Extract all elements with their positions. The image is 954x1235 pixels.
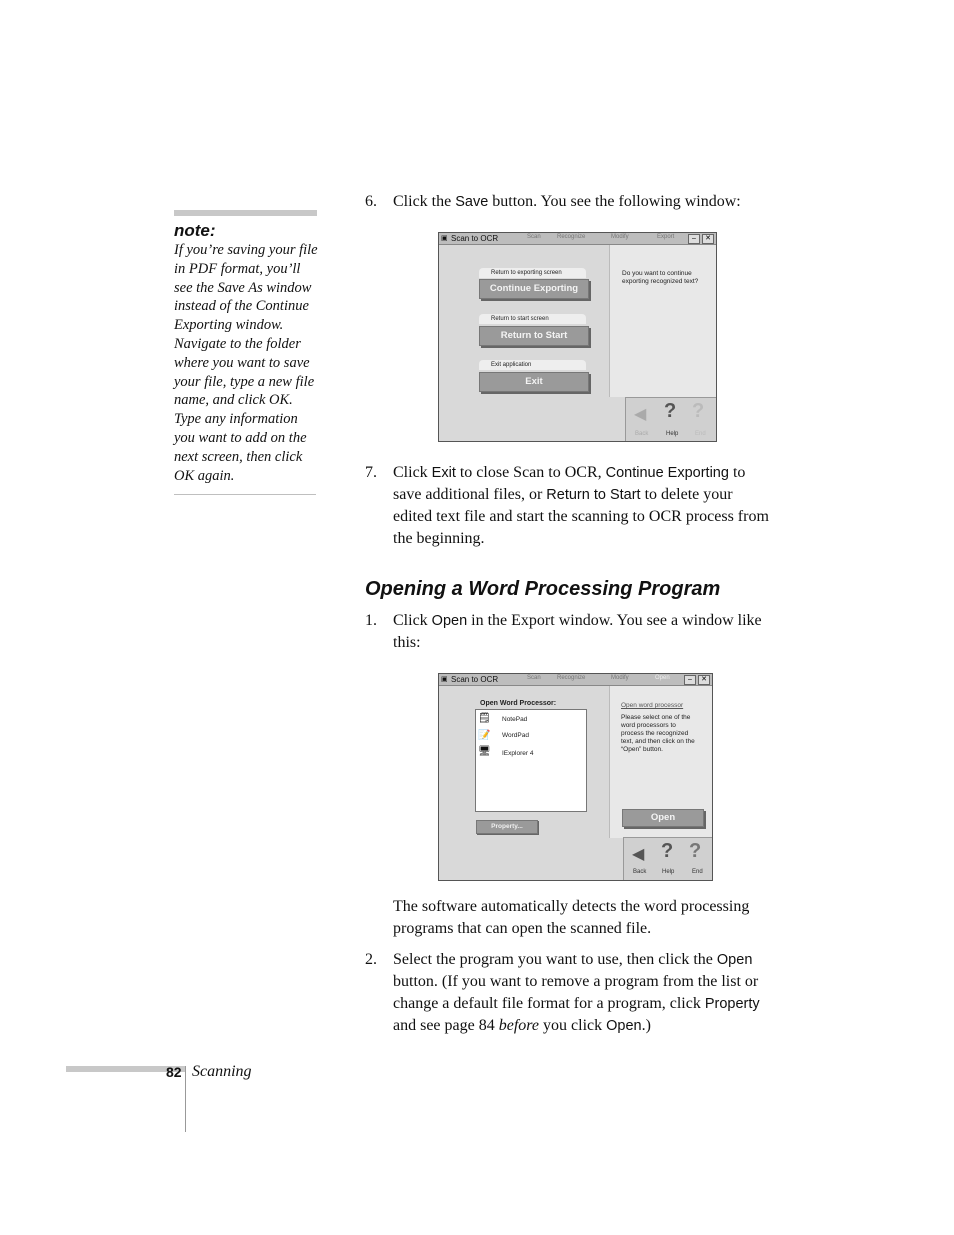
text: Select the program you want to use, then click the [393,951,717,968]
step2-line [393,993,760,1015]
note-line: Exporting window. [174,317,284,334]
nav-box [623,837,713,881]
step7-line: edited text file and start the scanning to OCR process from [393,508,769,525]
note-title: note: [174,221,216,240]
nav-back-label: Back [633,869,647,875]
ui-term: Open [716,952,753,968]
window-title: Scan to OCR [451,234,499,243]
nav-help-label: Help [662,869,675,875]
window-titlebar [439,233,716,245]
app-icon: ▣ [441,235,448,242]
note-line: If you’re saving your file [174,242,318,258]
back-arrow-icon: ◀ [634,404,647,423]
note-top-rule [174,210,317,216]
notepad-icon: 🗒 [478,713,491,724]
list-item: WordPad [502,732,529,739]
wordpad-icon: 📝 [478,730,491,741]
text: Click the [393,193,456,210]
note-line: Type any information [174,411,298,428]
note-line: OK again. [174,467,235,484]
ui-term: Open [606,1018,642,1034]
nav-box [625,397,717,442]
tab-label: Exit application [479,360,586,370]
step1-text [393,610,762,654]
program-list [475,709,587,812]
section-heading: Opening a Word Processing Program [365,578,721,600]
instruction-line: “Open” button. [621,746,663,753]
note-line: next screen, then click [174,448,303,465]
back-arrow-icon: ◀ [632,844,645,863]
section-name: Scanning [192,1063,252,1080]
ui-term: Property [704,996,760,1012]
note-line: name, and click OK. [174,392,293,409]
exit-button: Exit [479,372,589,392]
text: to delete your [640,486,733,503]
instruction-heading: Open word processor [621,702,684,709]
tab-label: Return to exporting screen [479,268,586,278]
note-body [174,241,319,485]
paragraph-line: The software automatically detects the word processing [393,898,750,915]
instruction-line: Please select one of the [621,714,691,721]
step1-line: this: [393,634,421,651]
text: you click [539,1017,607,1034]
step7-line [393,484,793,506]
note-bottom-rule [174,494,316,495]
list-item: NotePad [502,716,528,723]
step-number: 1. [365,612,377,629]
step7-line: the beginning. [393,530,485,547]
step2-line [393,1015,760,1037]
window-titlebar [439,674,712,686]
text: to close Scan to OCR, [455,464,606,481]
close-icon: ✕ [698,675,710,685]
help-question-icon: ? [661,840,674,862]
note-line: see the Save As window [174,279,312,296]
instruction-line: text, and then click on the [621,738,695,745]
nav-end-label: End [692,869,703,875]
ui-term: Return to Start [546,487,641,503]
question-panel [609,245,717,397]
nav-help-label: Help [666,431,679,437]
text: button. You see the following window: [488,193,741,210]
note-line: Navigate to the folder [174,335,301,352]
note-line: you want to add on the [174,429,307,446]
instruction-text [621,714,709,754]
minimize-icon: – [688,234,700,244]
text: in the Export window. You see a window like [467,612,762,629]
step1-line [393,610,762,632]
screenshot-open-word-processor [438,673,713,881]
nav-back-label: Back [635,431,649,437]
question-text: Do you want to continue exporting recognized text? [622,270,699,285]
paragraph-line: programs that can open the scanned file. [393,920,652,937]
footer-divider [185,1066,186,1132]
property-button: Property... [476,820,538,834]
window-title: Scan to OCR [451,675,499,684]
instruction-line: process the recognized [621,730,689,737]
list-item: IExplorer 4 [502,750,534,757]
menu-modify: Modify [611,234,629,240]
step2-line [393,949,760,971]
nav-end-label: End [695,431,706,437]
end-icon: ? [689,840,702,862]
menu-recognize: Recognize [557,675,586,681]
menu-scan: Scan [527,675,541,681]
auto-detect-paragraph [393,896,749,940]
text: .) [641,1017,651,1034]
ui-term: Continue Exporting [605,465,729,481]
note-line: where you want to save [174,354,310,371]
note-line: in PDF format, you’ll [174,260,301,277]
step7-line [393,462,793,484]
text: Click [393,612,432,629]
step7-text [393,462,793,550]
app-icon: ▣ [441,676,448,683]
menu-modify: Modify [611,675,629,681]
menu-export: Export [657,234,675,240]
note-line: your file, type a new file [174,373,315,390]
text: to [728,464,746,481]
menu-open: Open [655,675,670,681]
step6-text [393,191,741,213]
help-question-icon: ? [664,400,677,422]
emphasis: before [498,1017,540,1034]
text: and see page 84 [393,1017,499,1034]
menu-scan: Scan [527,234,541,240]
page-number: 82 [166,1064,182,1080]
open-button: Open [622,809,704,827]
step-number: 7. [365,464,377,481]
screenshot-continue-exporting [438,232,717,442]
minimize-icon: – [684,675,696,685]
return-to-start-button: Return to Start [479,326,589,346]
text: change a default file format for a program, click [393,995,705,1012]
step2-line: button. (If you want to remove a program from the list or [393,973,759,990]
close-icon: ✕ [702,234,714,244]
note-line: instead of the Continue [174,298,309,315]
ui-term: Exit [431,465,456,481]
continue-exporting-button: Continue Exporting [479,279,589,299]
ui-term: Open [431,613,468,629]
menu-recognize: Recognize [557,234,586,240]
text: Click [393,464,432,481]
text: save additional files, or [393,486,547,503]
step-number: 6. [365,193,377,210]
iexplorer-icon: 🖥 [478,746,491,757]
ui-term: Save [455,194,489,210]
end-icon: ? [692,400,705,422]
step-number: 2. [365,951,377,968]
tab-label: Return to start screen [479,314,586,324]
instruction-line: word processors to [621,722,676,729]
list-title: Open Word Processor: [480,700,557,707]
step2-text [393,949,760,1037]
